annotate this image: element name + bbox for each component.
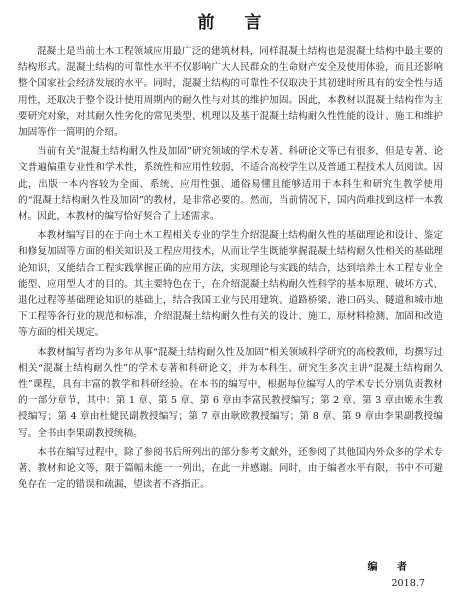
preface-body [18, 44, 443, 496]
date: 2018.7 [391, 578, 425, 589]
page-title: 前 言 [197, 13, 274, 33]
paragraph-2: 当前有关“混凝土结构耐久性及加固”研究领域的学术专著、科研论文等已有很多，但是专著、论文普遍偏重专业性和学术性，系统性和应用性较弱，不适合高校学生以及普通工程技术人员阅读。因此，出版一本内容较为全面、系统、应用性强、通俗易懂且能够适用于本科生和研究生教学使用的“混凝土结构耐久性及加固”的教材，是非常必要的。然而，当前情况下，国内尚难找到这样一本教材。因此，本教材的编写恰好契合了上述需求。 [18, 146, 443, 223]
paragraph-4: 本教材编写者均为多年从事“混凝土结构耐久性及加固”相关领域科学研究的高校教师，均撰写过相关“混凝土结构耐久性”的学术专著和科研论文，并为本科生、研究生多次主讲“混凝土结构耐久性”课程，具有丰富的教学和科研经验。在本书的编写中，根据每位编写人的学术专长分别负责教材的一部分章节，其中：第 1 章、第 5 章、第 6 章由李富民教授编写；第 2 章、第 3 章由姬永生教授编写；第 4 章由杜健民副教授编写；第 7 章由耿欧教授编写；第 8 章、第 9 章由李果副教授编写。全书由李果副教授统稿。 [18, 346, 443, 439]
paragraph-3: 本教材编写目的在于向土木工程相关专业的学生介绍混凝土结构耐久性的基础理论和设计、鉴定和修复加固等方面的相关知识及工程应用技术，从而让学生既能掌握混凝土结构耐久性相关的基础理论知识，又能结合工程实践掌握正确的应用方法，实现理论与实践的结合，达到培养土木工程专业全能型、应用型人才的目的。其主要特色在于，在介绍混凝土结构耐久性科学的基本原理、破坏方式、退化过程等基础理论知识的基础上，结合我国工业与民用建筑、道路桥梁、港口码头、隧道和城市地下工程等各行业的规范和标准，介绍混凝土结构耐久性有关的设计、施工、原材料检测、加固和改造等方面的相关规定。 [18, 230, 443, 339]
paragraph-5: 本书在编写过程中，除了参阅书后所列出的部分参考文献外，还参阅了其他国内外众多的学术专著、教材和论文等，限于篇幅未能一一列出，在此一并感谢。同时，由于编者水平有限，书中不可避免存在一定的错误和疏漏，望读者不吝指正。 [18, 446, 443, 491]
signature: 编 者 [367, 562, 415, 573]
paragraph-1: 混凝土是当前土木工程领域应用最广泛的建筑材料，同样混凝土结构也是混凝土结构中最主要的结构形式。混凝土结构的可靠性水平不仅影响广大人民群众的生命财产安全及使用体验，而且还影响整个国家社会经济发展的水平。同时，混凝土结构的可靠性不仅取决于其初建时所具有的安全性与适用性，还取决于整个设计使用周期内的耐久性与对其的维护加固。因此，本教材以混凝土结构作为主要研究对象，对其耐久性劣化的常见类型、机理以及基于混凝土结构耐久性性能的设计、施工和维护加固等作一简明的介绍。 [18, 46, 443, 139]
